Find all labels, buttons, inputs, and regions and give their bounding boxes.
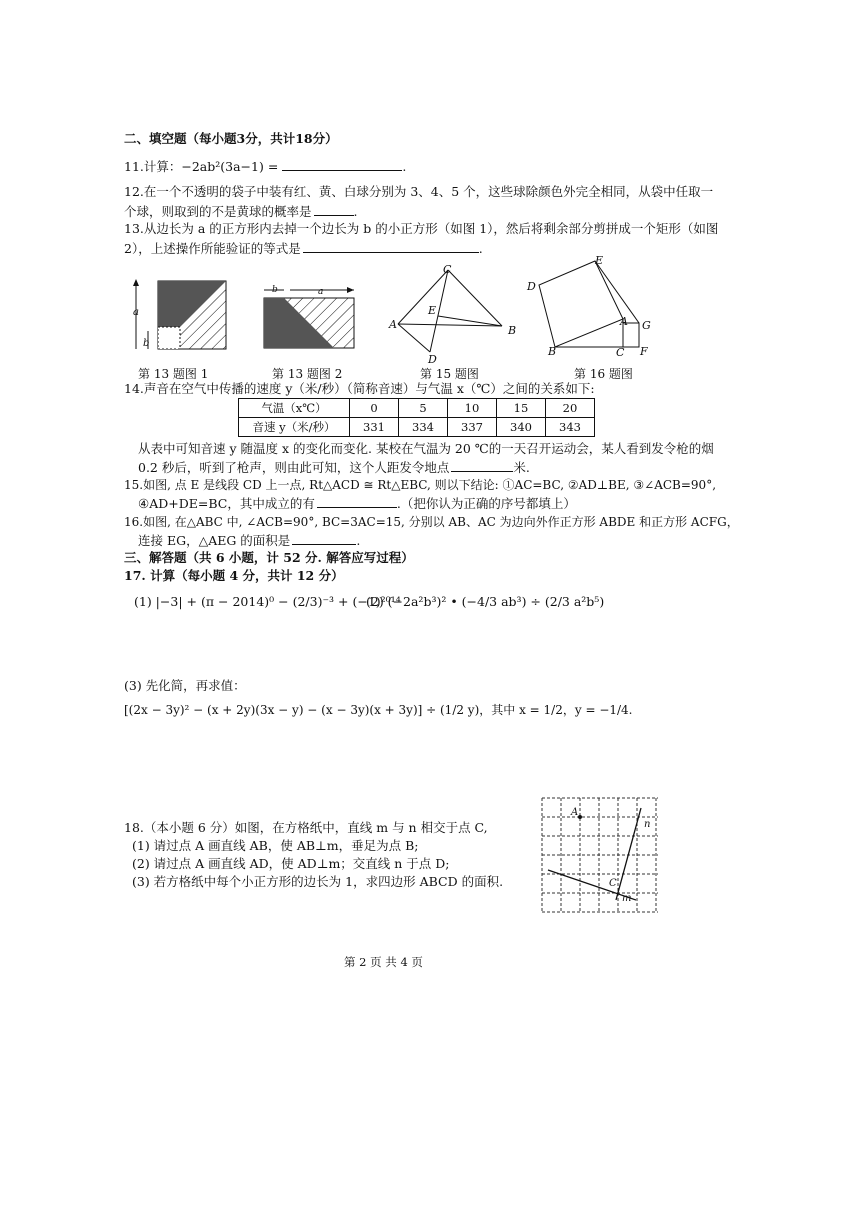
table-cell: 334 <box>399 418 448 437</box>
question-13-line1: 13.从边长为 a 的正方形内去掉一个边长为 b 的小正方形（如图 1），然后将剩余部分剪拼成一个矩形（如图 <box>124 221 719 236</box>
question-17-2: (2) (−2a²b³)² • (−4/3 ab³) ÷ (2/3 a²b⁵) <box>366 594 605 609</box>
question-14-line2: 从表中可知音速 y 随温度 x 的变化而变化. 某校在气温为 20 ℃的一天召开运动会，某人看到发令枪的烟 <box>138 441 714 456</box>
question-13-line2: 2），上述操作所能验证的等式是 . <box>124 241 483 256</box>
caption-fig13-1: 第 13 题图 1 <box>138 367 209 381</box>
grid-label-c: C <box>609 878 617 889</box>
grid-label-a: A <box>571 807 579 818</box>
question-16-text: 连接 EG，△AEG 的面积是 <box>138 533 291 548</box>
question-15-text: ④AD+DE=BC，其中成立的有 <box>138 496 315 511</box>
answer-blank-13[interactable] <box>303 240 479 253</box>
question-14-unit: 米. <box>513 460 530 475</box>
fig13-1-label-a: a <box>133 307 139 318</box>
question-11-text: 11.计算：−2ab²(3a−1) = <box>124 159 279 174</box>
question-11: 11.计算：−2ab²(3a−1) = . <box>124 159 407 174</box>
table-cell: 15 <box>497 399 546 418</box>
question-18-line3: (2) 请过点 A 画直线 AD，使 AD⊥m；交直线 n 于点 D; <box>132 856 450 871</box>
question-16-line1: 16.如图, 在△ABC 中, ∠ACB=90°, BC=3AC=15, 分别以 AB、AC 为边向外作正方形 ABDE 和正方形 ACFG， <box>124 515 739 529</box>
table-header-speed: 音速 y（米/秒） <box>239 418 350 437</box>
fig15-label-a: A <box>389 318 397 331</box>
question-18-line1: 18.（本小题 6 分）如图，在方格纸中，直线 m 与 n 相交于点 C, <box>124 820 488 835</box>
question-18-line2: (1) 请过点 A 画直线 AB，使 AB⊥m，垂足为点 B; <box>132 838 419 853</box>
answer-blank-11[interactable] <box>282 158 402 171</box>
fig15-label-b: B <box>508 324 517 337</box>
fig15-label-c: C <box>443 263 452 276</box>
page-footer: 第 2 页 共 4 页 <box>344 955 423 969</box>
section3-title: 三、解答题（共 6 小题，计 52 分. 解答应写过程） <box>124 550 414 565</box>
question-17-3-expression: [(2x − 3y)² − (x + 2y)(3x − y) − (x − 3y)(x + 3y)] ÷ (1/2 y)，其中 x = 1/2，y = −1/4. <box>124 703 633 717</box>
fig15-label-e: E <box>428 304 437 317</box>
fig16-label-c: C <box>616 346 625 359</box>
table-row-speed <box>239 418 595 437</box>
fig16-label-f: F <box>640 345 648 358</box>
answer-blank-15[interactable] <box>317 495 397 508</box>
answer-blank-16[interactable] <box>292 532 356 545</box>
fig15-label-d: D <box>428 353 437 366</box>
table-cell: 20 <box>546 399 595 418</box>
table-cell: 5 <box>399 399 448 418</box>
question-15-line2 <box>138 495 576 512</box>
section2-title: 二、填空题（每小题3分，共计18分） <box>124 131 338 146</box>
question-12-text: 个球，则取到的不是黄球的概率是 <box>124 204 312 219</box>
table-cell: 343 <box>546 418 595 437</box>
fig16-label-g: G <box>642 319 651 332</box>
question-15-line1: 15.如图, 点 E 是线段 CD 上一点, Rt△ACD ≅ Rt△EBC, 则以下结论: ①AC=BC, ②AD⊥BE, ③∠ACB=90°, <box>124 478 717 492</box>
question-12-line1: 12.在一个不透明的袋子中装有红、黄、白球分别为 3、4、5 个，这些球除颜色外完全相同，从袋中任取一 <box>124 184 714 199</box>
grid-label-m: m <box>622 893 632 904</box>
caption-fig15: 第 15 题图 <box>420 367 479 381</box>
table-cell: 0 <box>350 399 399 418</box>
question-17-title: 17. 计算（每小题 4 分，共计 12 分） <box>124 568 344 583</box>
question-12-line2: 个球，则取到的不是黄球的概率是 . <box>124 204 358 219</box>
table-header-temperature: 气温（x℃） <box>239 399 350 418</box>
table-cell: 331 <box>350 418 399 437</box>
table-cell: 10 <box>448 399 497 418</box>
answer-blank-14[interactable] <box>451 459 513 472</box>
question-17-1: (1) |−3| + (π − 2014)⁰ − (2/3)⁻³ + (−1)²⁰¹⁴ <box>134 594 401 609</box>
question-16-line2: 连接 EG，△AEG 的面积是 . <box>138 533 361 548</box>
answer-blank-12[interactable] <box>314 203 354 216</box>
caption-fig16: 第 16 题图 <box>574 367 633 381</box>
question-14-text: 0.2 秒后，听到了枪声，则由此可知，这个人距发令地点 <box>138 460 450 475</box>
question-17-3-title: (3) 先化简，再求值： <box>124 678 246 693</box>
table-row-temperature <box>239 399 595 418</box>
table-cell: 340 <box>497 418 546 437</box>
fig16-label-b: B <box>548 345 557 358</box>
question-14-line1: 14.声音在空气中传播的速度 y（米/秒）（简称音速）与气温 x（℃）之间的关系如下: <box>124 381 595 396</box>
fig13-2-label-b: b <box>272 285 278 295</box>
fig16-label-e: E <box>595 254 604 267</box>
fig16-label-a: A <box>620 315 628 328</box>
question-18-line4: (3) 若方格纸中每个小正方形的边长为 1，求四边形 ABCD 的面积. <box>132 874 504 889</box>
fig13-2-label-a: a <box>318 287 324 297</box>
caption-fig13-2: 第 13 题图 2 <box>272 367 343 381</box>
question-15-tail: .（把你认为正确的序号都填上） <box>396 496 576 511</box>
table-cell: 337 <box>448 418 497 437</box>
fig13-1-label-b: b <box>143 338 150 349</box>
question-14-line3 <box>138 459 530 476</box>
fig16-label-d: D <box>527 280 536 293</box>
grid-label-n: n <box>644 819 651 830</box>
speed-table <box>238 398 595 437</box>
question-13-text: 2），上述操作所能验证的等式是 <box>124 241 301 256</box>
grid-figure-18 <box>540 796 660 914</box>
